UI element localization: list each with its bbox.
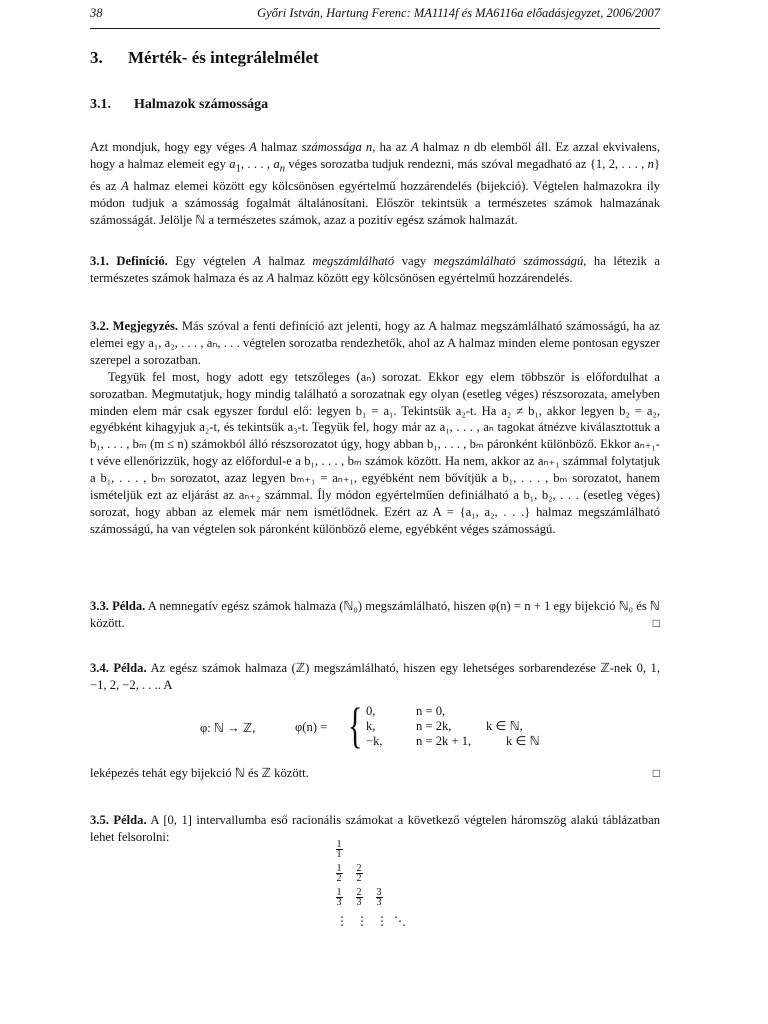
fraction: $\frac{2}{3}$ [356, 887, 362, 908]
qed-symbol: □ [652, 615, 660, 630]
case-row: k, n = 2k, k ∈ ℕ, [366, 719, 523, 733]
vertical-dots: ⋮ [376, 914, 388, 928]
fraction: $\frac{1}{1}$ [336, 839, 342, 860]
remark-paragraph-1: Más szóval a fenti definíció azt jelenti, hogy az A halmaz megszámlálható számosságú, ha az elemei egy a₁, a₂, . . . , aₙ, . . . végtelen sorozatba rendezhetők, ahol az A halmaz minden eleme pontosan egyszer szerepel a sorozatban. [90, 319, 661, 367]
example-label: 3.5. Példa. [90, 813, 147, 827]
example-text: Az egész számok halmaza (ℤ) megszámlálható, hiszen egy lehetséges sorbarendezése ℤ-nek 0, 1, −1, 2, −2, . . .. A [90, 661, 661, 692]
map-signature: φ: ℕ → ℤ, [200, 721, 256, 735]
section-number: 3. [90, 48, 103, 67]
subsection-number: 3.1. [90, 97, 111, 112]
example-3-3 [90, 598, 660, 632]
example-text: A [0, 1] intervallumba eső racionális számokat a következő végtelen háromszög alakú táblázatban lehet felsorolni: [90, 813, 660, 844]
fraction: $\frac{2}{2}$ [356, 863, 362, 884]
example-text: A nemnegatív egész számok halmaza (ℕ₀) megszámlálható, hiszen φ(n) = n + 1 egy bijekció ℕ₀ és ℕ között. [90, 599, 660, 630]
case-row: −k, n = 2k + 1, k ∈ ℕ [366, 734, 540, 748]
remark-3-2 [90, 318, 660, 538]
phi-definition: φ(n) = [295, 720, 328, 734]
intro-paragraph: Azt mondjuk, hogy egy véges A halmaz számossága n, ha az A halmaz n db elemből áll. Ez azzal ekvivalens, hogy a halmaz elemeit egy $a_1$, . . . , $a_n$ véges sorozatba tudjuk rendezni, más szóval megadható az {1, 2, . . . , n} és az A halmaz elemei között egy kölcsönösen egyértelmű hozzárendelés (bijekció). Végtelen halmazokra ily módon tudjuk a számosság fogalmát általánosítani. Először tekintsük a természetes számok halmazának számosságát. Jelölje ℕ a természetes számok, azaz a pozitív egész számok halmazát. [90, 140, 660, 228]
example-3-5 [90, 812, 660, 846]
example-3-4-after [90, 765, 660, 782]
piecewise-map-display [200, 697, 660, 753]
vertical-dots: ⋮ [336, 914, 348, 928]
example-label: 3.3. Példa. [90, 599, 146, 613]
left-brace: { [348, 697, 363, 753]
running-title: Győri István, Hartung Ferenc: MA1114f és MA6116a előadásjegyzet, 2006/2007 [257, 6, 660, 20]
header-rule [90, 28, 660, 29]
example-3-4 [90, 660, 660, 694]
example-after-text: leképezés tehát egy bijekció ℕ és ℤ között. [90, 766, 309, 780]
fraction: $\frac{1}{2}$ [336, 863, 342, 884]
fraction: $\frac{3}{3}$ [376, 887, 382, 908]
remark-paragraph-2: Tegyük fel most, hogy adott egy tetszőleges (aₙ) sorozat. Ekkor egy elem többször is előfordulhat a sorozatban. Megmutatjuk, hogy mindig található a sorozatnak egy olyan (esetleg véges) részsorozata, amelyben minden elem már csak egyszer fordul elő: legyen b₁ = a₁. Tekintsük a₂-t. Ha a₂ ≠ b₁, akkor legyen b₂ = a₂, egyébként kihagyjuk a₂-t, és tekintsük a₃-t. Tegyük fel, hogy már az a₁, . . . , aₙ tagokat átnézve kiválasztottuk a b₁, . . . , bₘ (m ≤ n) számokból álló részsorozatot úgy, hogy abban b₁, . . . , bₘ páronként különböző. Ekkor aₙ₊₁-t véve ellenőrizzük, hogy az előfordul-e a b₁, . . . , bₘ számok között. Ha nem, akkor az aₙ₊₁ számmal folytatjuk a b₁, . . . , bₘ sorozatot, azaz legyen bₘ₊₁ = aₙ₊₁, egyébként nem bővítjük a b₁, . . . , bₘ sorozatot, hanem ismételjük ezt az eljárást az aₙ₊₂ számmal. Íly módon egyértelműen definiálható a b₁, b₂, . . . (esetleg véges) sorozat, hogy abban az elemek már nem ismétlődnek. Ezért az A = {a₁, a₂, . . .} halmaz megszámlálható számosságú, ha van végtelen sok páronként különböző eleme, egyébként véges számosságú. [90, 369, 660, 536]
example-label: 3.4. Példa. [90, 661, 147, 675]
page-number: 38 [90, 6, 103, 20]
cases [366, 704, 666, 749]
section-title-text: Mérték- és integrálelmélet [128, 48, 319, 67]
remark-label: 3.2. Megjegyzés. [90, 319, 179, 333]
definition-3-1: 3.1. Definíció. Egy végtelen A halmaz megszámlálható vagy megszámlálható számosságú, ha létezik a természetes számok halmaza és az A halmaz között egy kölcsönösen egyértelmű hozzárendelés. [90, 254, 660, 285]
diagonal-dots: ⋱ [394, 914, 406, 928]
definition-label: 3.1. Definíció. [90, 254, 168, 268]
running-head [90, 6, 660, 21]
subsection-title [90, 97, 268, 113]
fraction: $\frac{1}{3}$ [336, 887, 342, 908]
vertical-dots: ⋮ [356, 914, 368, 928]
section-title [90, 48, 319, 68]
subsection-title-text: Halmazok számossága [134, 97, 269, 112]
qed-symbol: □ [652, 766, 660, 780]
case-row: 0, n = 0, [366, 704, 446, 718]
